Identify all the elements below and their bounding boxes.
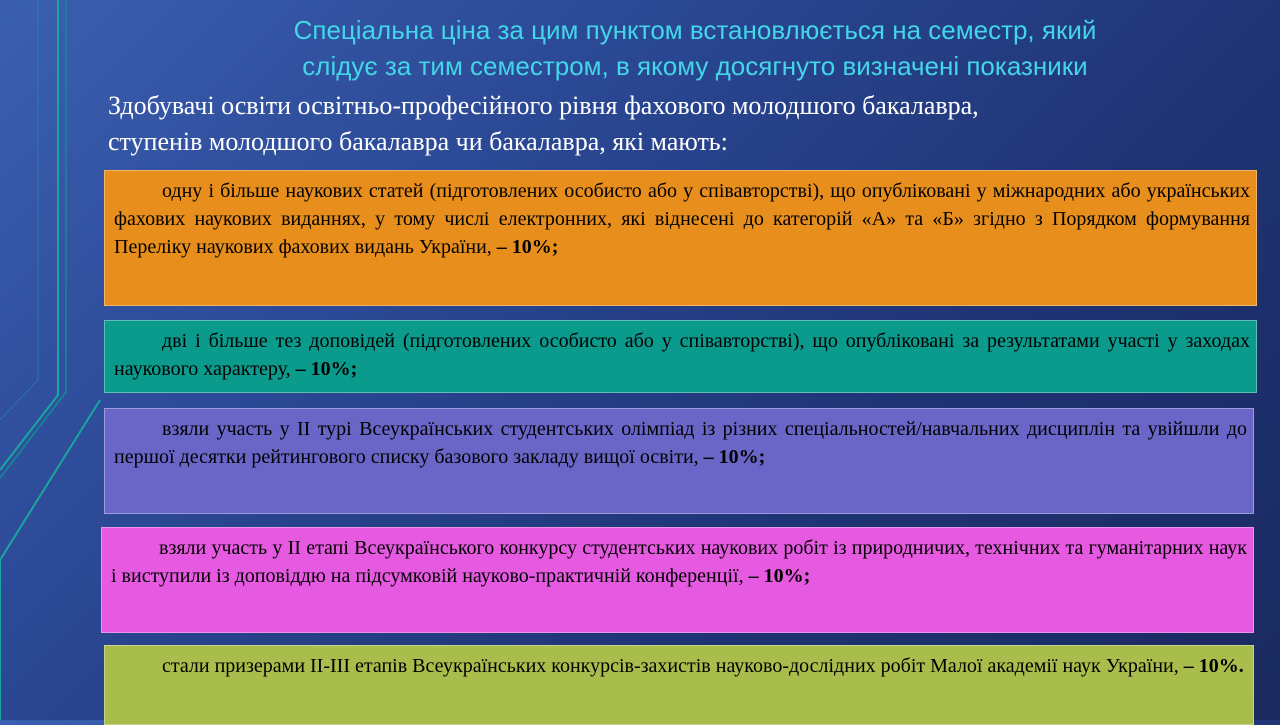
criterion-text: стали призерами ІІ-ІІІ етапів Всеукраїнських конкурсів-захистів науково-дослідних робіт Малої академії наук України, [162, 655, 1184, 677]
intro-line1: Здобувачі освіти освітньо-професійного рівня фахового молодшого бакалавра, [108, 91, 979, 120]
criterion-discount: – 10%; [496, 236, 559, 258]
criterion-box-theses [104, 320, 1257, 393]
criterion-discount: – 10%. [1183, 655, 1244, 677]
criterion-text: взяли участь у ІІ етапі Всеукраїнського конкурсу студентських наукових робіт із природничих, технічних та гуманітарних наук і виступили із доповіддю на підсумковій науково-практичній конференції, [111, 537, 1247, 587]
criterion-text: дві і більше тез доповідей (підготовлених особисто або у співавторстві), що опубліковані за результатами участі у заходах наукового характеру, [114, 330, 1250, 380]
criterion-text: одну і більше наукових статей (підготовлених особисто або у співавторстві), що опубліковані у міжнародних або українських фахових наукових виданнях, у тому числі електронних, які віднесені до категорій «А» та «Б» згідно з Порядком формування Переліку наукових фахових видань України, [114, 180, 1250, 258]
slide-title-line2: слідує за тим семестром, в якому досягнуто визначені показники [302, 51, 1088, 81]
slide-title [150, 12, 1240, 84]
criterion-discount: – 10%; [295, 358, 358, 380]
criterion-discount: – 10%; [748, 565, 811, 587]
criterion-box-academy-prizes [104, 645, 1254, 725]
intro-line2: ступенів молодшого бакалавра чи бакалавра, які мають: [108, 127, 728, 156]
slide-title-line1: Спеціальна ціна за цим пунктом встановлюється на семестр, який [293, 15, 1097, 45]
criterion-box-articles [104, 170, 1257, 306]
criterion-discount: – 10%; [703, 446, 766, 468]
criterion-box-research-contest [101, 527, 1254, 633]
criterion-box-olympiads [104, 408, 1254, 514]
intro-text [108, 88, 1258, 160]
criterion-text: взяли участь у ІІ турі Всеукраїнських студентських олімпіад із різних спеціальностей/навчальних дисциплін та увійшли до першої десятки рейтингового списку базового закладу вищої освіти, [114, 418, 1247, 468]
